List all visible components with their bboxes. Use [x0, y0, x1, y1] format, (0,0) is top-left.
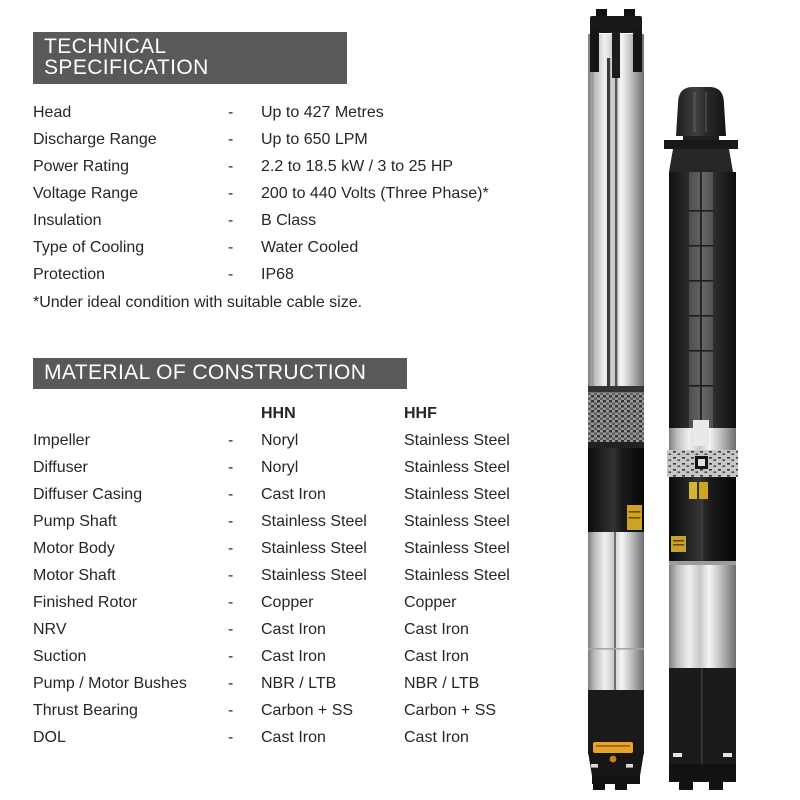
spec-value: 2.2 to 18.5 kW / 3 to 25 HP	[261, 158, 454, 175]
material-hhf-value: Cast Iron	[404, 729, 469, 746]
material-of-construction-table	[33, 400, 558, 751]
material-label: Diffuser	[33, 459, 88, 476]
material-row	[33, 643, 558, 670]
technical-specification-header: TECHNICAL SPECIFICATION	[33, 32, 347, 84]
empty-cell	[228, 400, 261, 427]
material-hhn-value: Cast Iron	[261, 486, 326, 503]
spec-label: Discharge Range	[33, 131, 157, 148]
material-row	[33, 562, 558, 589]
material-of-construction-section	[33, 358, 558, 751]
material-hhf-value: NBR / LTB	[404, 675, 480, 692]
spec-label: Protection	[33, 266, 106, 283]
spec-row	[33, 234, 558, 261]
spec-row	[33, 261, 558, 288]
material-row	[33, 508, 558, 535]
material-row	[33, 670, 558, 697]
material-hhf-value: Stainless Steel	[404, 567, 510, 584]
spec-label: Power Rating	[33, 158, 130, 175]
separator: -	[228, 729, 234, 746]
spec-row	[33, 99, 558, 126]
separator: -	[228, 158, 234, 175]
text-column	[33, 32, 558, 751]
material-label: Motor Shaft	[33, 567, 116, 584]
material-hhf-value: Cast Iron	[404, 621, 469, 638]
spec-value: Water Cooled	[261, 239, 359, 256]
material-label: Diffuser Casing	[33, 486, 143, 503]
material-hhn-value: Stainless Steel	[261, 567, 367, 584]
empty-cell	[33, 400, 228, 427]
column-header-hhn: HHN	[261, 405, 296, 422]
spec-value: B Class	[261, 212, 317, 229]
separator: -	[228, 567, 234, 584]
material-hhn-value: Copper	[261, 594, 314, 611]
spec-row	[33, 180, 558, 207]
material-label: Motor Body	[33, 540, 115, 557]
material-hhf-value: Stainless Steel	[404, 459, 510, 476]
spec-row	[33, 207, 558, 234]
material-row	[33, 535, 558, 562]
separator: -	[228, 648, 234, 665]
column-header-hhf: HHF	[404, 405, 437, 422]
material-label: Impeller	[33, 432, 90, 449]
separator: -	[228, 212, 234, 229]
material-hhn-value: Stainless Steel	[261, 540, 367, 557]
material-row	[33, 724, 558, 751]
separator: -	[228, 702, 234, 719]
separator: -	[228, 513, 234, 530]
spec-value: Up to 650 LPM	[261, 131, 368, 148]
separator: -	[228, 540, 234, 557]
separator: -	[228, 621, 234, 638]
separator: -	[228, 459, 234, 476]
material-row	[33, 697, 558, 724]
left-pump-image	[588, 9, 644, 790]
material-hhf-value: Copper	[404, 594, 457, 611]
material-label: DOL	[33, 729, 66, 746]
material-row	[33, 427, 558, 454]
spec-value: 200 to 440 Volts (Three Phase)*	[261, 185, 489, 202]
spec-label: Head	[33, 104, 72, 121]
spec-value: IP68	[261, 266, 294, 283]
material-label: Pump / Motor Bushes	[33, 675, 187, 692]
technical-specification-table	[33, 99, 558, 288]
separator: -	[228, 266, 234, 283]
material-row	[33, 454, 558, 481]
material-column-headers	[33, 400, 558, 427]
spec-row	[33, 126, 558, 153]
material-label: Thrust Bearing	[33, 702, 138, 719]
right-pump-image	[664, 87, 738, 790]
material-hhf-value: Cast Iron	[404, 648, 469, 665]
material-hhf-value: Stainless Steel	[404, 432, 510, 449]
material-hhn-value: Cast Iron	[261, 648, 326, 665]
material-hhf-value: Stainless Steel	[404, 486, 510, 503]
material-row	[33, 589, 558, 616]
spec-row	[33, 153, 558, 180]
separator: -	[228, 185, 234, 202]
spec-label: Type of Cooling	[33, 239, 145, 256]
separator: -	[228, 131, 234, 148]
spec-label: Voltage Range	[33, 185, 138, 202]
material-label: Pump Shaft	[33, 513, 117, 530]
material-hhn-value: Noryl	[261, 459, 299, 476]
separator: -	[228, 104, 234, 121]
material-hhn-value: Cast Iron	[261, 621, 326, 638]
material-label: NRV	[33, 621, 67, 638]
material-label: Suction	[33, 648, 87, 665]
separator: -	[228, 486, 234, 503]
material-hhn-value: NBR / LTB	[261, 675, 337, 692]
material-hhn-value: Carbon + SS	[261, 702, 354, 719]
separator: -	[228, 239, 234, 256]
material-hhn-value: Cast Iron	[261, 729, 326, 746]
material-label: Finished Rotor	[33, 594, 138, 611]
separator: -	[228, 675, 234, 692]
spec-value: Up to 427 Metres	[261, 104, 384, 121]
spec-label: Insulation	[33, 212, 102, 229]
footnote: *Under ideal condition with suitable cable size.	[33, 294, 363, 311]
material-hhf-value: Stainless Steel	[404, 540, 510, 557]
material-hhn-value: Noryl	[261, 432, 299, 449]
material-row	[33, 616, 558, 643]
material-hhf-value: Carbon + SS	[404, 702, 497, 719]
material-row	[33, 481, 558, 508]
material-hhn-value: Stainless Steel	[261, 513, 367, 530]
separator: -	[228, 594, 234, 611]
material-of-construction-header: MATERIAL OF CONSTRUCTION	[33, 358, 407, 389]
product-photo	[555, 0, 800, 800]
material-hhf-value: Stainless Steel	[404, 513, 510, 530]
separator: -	[228, 432, 234, 449]
